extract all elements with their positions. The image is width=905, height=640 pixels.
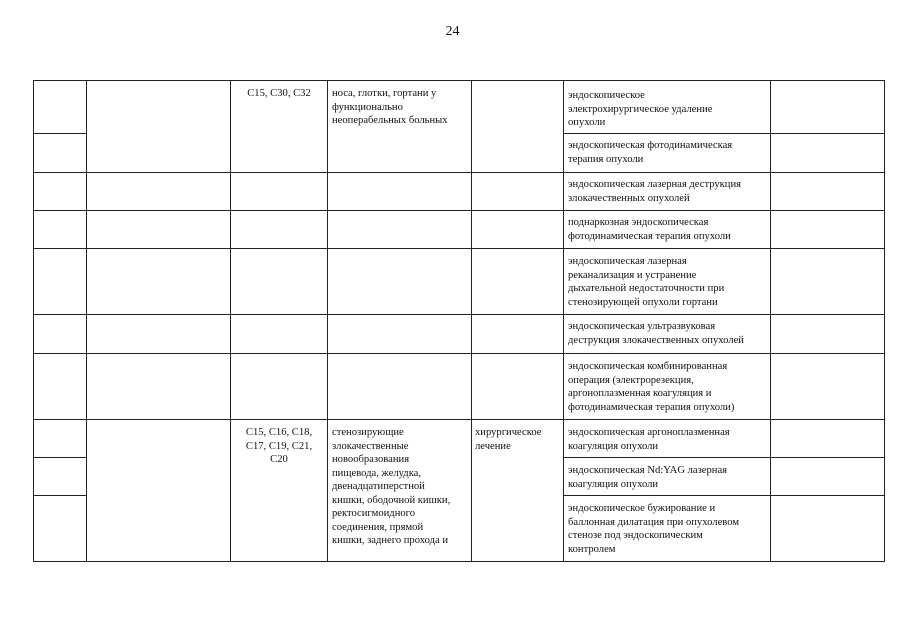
col-border bbox=[770, 80, 771, 562]
col-border bbox=[33, 80, 34, 562]
diagnosis-cell: стенозирующие злокачественные новообразования пищевода, желудка, двенадцатиперстной кишки, ободочной кишки, ректосигмоидного соединения, прямой кишки, заднего прохода и bbox=[332, 427, 451, 546]
col-border bbox=[471, 80, 472, 562]
method-cell: эндоскопическое бужирование и баллонная дилатация при опухолевом стенозе под эндоскопическим контролем bbox=[568, 503, 740, 555]
method-cell: эндоскопическая комбинированная операция (электрорезекция, аргоноплазменная коагуляция и фотодинамическая терапия опухоли) bbox=[568, 361, 735, 413]
treatment-type-cell: хирургическое лечение bbox=[475, 427, 542, 452]
col-border bbox=[327, 80, 328, 562]
method-cell: эндоскопическая лазерная реканализация и устранение дыхательной недостаточности при стенозирующей опухоли гортани bbox=[568, 256, 725, 308]
row-border bbox=[33, 80, 885, 81]
row-border bbox=[33, 172, 885, 173]
method-cell: эндоскопическая ультразвуковая деструкция злокачественных опухолей bbox=[568, 321, 744, 346]
icd-codes-cell: С15, С16, С18, С17, С19, С21, С20 bbox=[245, 427, 313, 465]
row-border bbox=[33, 419, 885, 420]
row-border bbox=[33, 248, 885, 249]
row-border bbox=[33, 495, 87, 496]
row-border bbox=[563, 495, 885, 496]
row-border bbox=[33, 561, 885, 562]
method-cell: поднаркозная эндоскопическая фотодинамическая терапия опухоли bbox=[568, 217, 731, 242]
col-border bbox=[230, 80, 231, 562]
method-cell: эндоскопическая лазерная деструкция злокачественных опухолей bbox=[568, 179, 742, 204]
method-cell: эндоскопическая Nd:YAG лазерная коагуляция опухоли bbox=[568, 465, 728, 490]
row-border bbox=[33, 457, 87, 458]
method-cell: эндоскопическая аргоноплазменная коагуляция опухоли bbox=[568, 427, 730, 452]
row-border bbox=[563, 133, 885, 134]
row-border bbox=[33, 133, 87, 134]
row-border bbox=[563, 457, 885, 458]
method-cell: эндоскопическое электрохирургическое удаление опухоли bbox=[568, 90, 713, 128]
diagnosis-cell: носа, глотки, гортани у функционально неоперабельных больных bbox=[332, 88, 448, 126]
medical-table bbox=[33, 80, 885, 562]
row-border bbox=[33, 353, 885, 354]
method-cell: эндоскопическая фотодинамическая терапия опухоли bbox=[568, 140, 733, 165]
col-border bbox=[563, 80, 564, 562]
icd-codes-cell: С15, С30, С32 bbox=[247, 88, 311, 99]
col-border bbox=[884, 80, 885, 562]
page-number: 24 bbox=[445, 24, 460, 39]
col-border bbox=[86, 80, 87, 562]
row-border bbox=[33, 314, 885, 315]
row-border bbox=[33, 210, 885, 211]
